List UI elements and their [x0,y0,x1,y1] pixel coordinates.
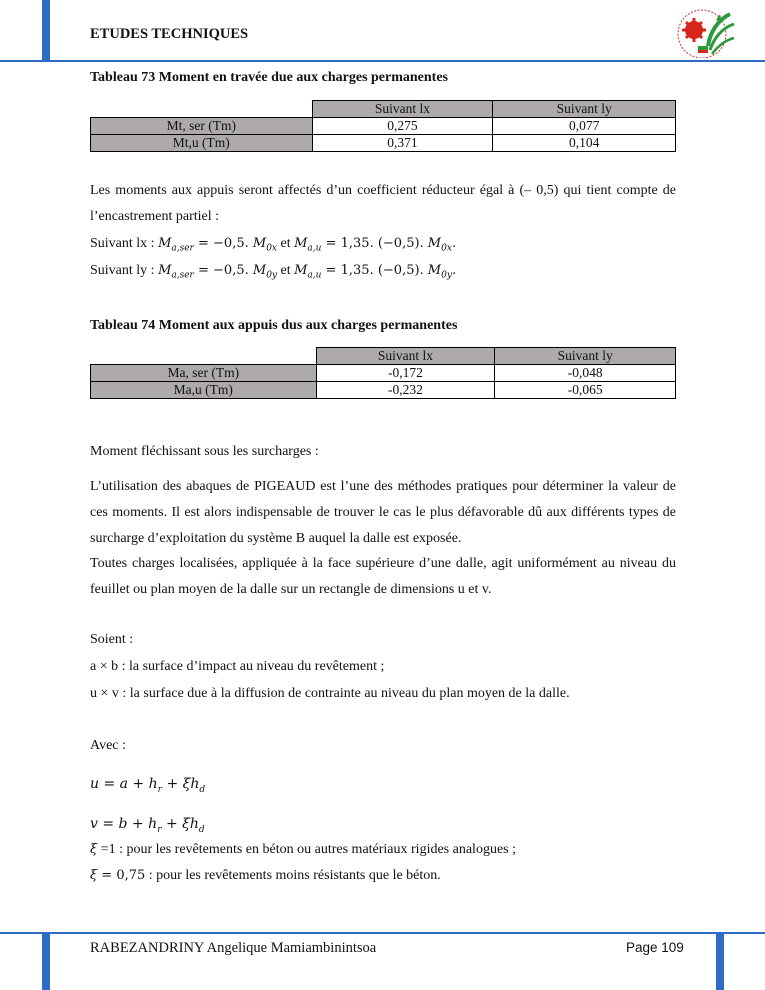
cell-value: 0,077 [493,118,676,135]
equation-u: $u = a + h_r + \xi h_d$ [90,776,206,795]
table73-col-lx: Suivant lx [312,101,493,118]
page-number: Page 109 [626,940,684,955]
xi-soft-text: : pour les revêtements moins résistants que le béton. [145,868,441,883]
row-label: Mt, ser (Tm) [91,118,313,135]
definition-ab: a × b : la surface d’impact au niveau du revêtement ; [90,659,385,674]
formula-ly-conj: et [277,263,295,278]
table-row [91,382,676,399]
row-label: Ma, ser (Tm) [91,365,317,382]
cell-value: -0,048 [495,365,676,382]
avec-label: Avec : [90,738,126,753]
table74-corner [91,348,317,365]
cell-value: 0,371 [312,135,493,152]
appuis-paragraph: Les moments aux appuis seront affectés d’un coefficient réducteur égal à (– 0,5) qui tient compte de l’encastrement partiel : [90,183,676,224]
table74-col-ly: Suivant ly [495,348,676,365]
cell-value: 0,104 [493,135,676,152]
xi-soft-line [90,868,441,884]
cell-value: 0,275 [312,118,493,135]
xi-symbol: ξ [90,842,98,857]
table-row [91,118,676,135]
formula-lx-u: $M_{a,u} = 1,35$. (−0,5). $M_{0x}$. [294,236,457,254]
table73-caption: Tableau 73 Moment en travée due aux charges permanentes [90,70,449,85]
cell-value: -0,172 [316,365,495,382]
formula-lx [90,236,456,254]
formula-ly-u: $M_{a,u} = 1,35$. (−0,5). $M_{0y}$. [294,263,457,281]
table-row [91,365,676,382]
table74-caption: Tableau 74 Moment aux appuis dus aux charges permanentes [90,318,458,333]
formula-lx-prefix: Suivant lx : [90,236,159,251]
cell-value: -0,065 [495,382,676,399]
footer-rule [0,932,765,934]
xi-rigid-text: =1 : pour les revêtements en béton ou autres matériaux rigides analogues ; [100,842,516,857]
footer-author: RABEZANDRINY Angelique Mamiambinintsoa [90,940,377,956]
institution-logo [672,6,738,58]
surcharges-title: Moment fléchissant sous les surcharges : [90,444,319,459]
xi-rigid-line [90,842,516,858]
table74 [90,347,676,399]
charges-paragraph: Toutes charges localisées, appliquée à la face supérieure d’une dalle, agit uniformément au niveau du feuillet ou plan moyen de la dalle sur un rectangle de dimensions u et v. [90,556,676,597]
table73 [90,100,676,152]
row-label: Mt,u (Tm) [91,135,313,152]
table-row [91,135,676,152]
footer-right-bar [716,932,724,990]
formula-lx-ser: $M_{a,ser} = -0,5$. $M_{0x}$ [158,236,277,254]
row-label: Ma,u (Tm) [91,382,317,399]
pigeaud-paragraph: L’utilisation des abaques de PIGEAUD est l’une des méthodes pratiques pour déterminer la valeur de ces moments. Il est alors indispensable de trouver le cas le plus défavorable dû aux différents types de surcharge d’exploitation du système B auquel la dalle est exposée. [90,479,676,546]
equation-v: $v = b + h_r + \xi h_d$ [90,816,205,835]
header-rule [0,60,765,62]
xi-soft-value: = 0,75 [97,868,146,883]
table73-col-ly: Suivant ly [493,101,676,118]
formula-ly [90,263,456,281]
xi-symbol: ξ [90,868,98,883]
formula-ly-ser: $M_{a,ser} = -0,5$. $M_{0y}$ [158,263,277,281]
table73-corner [91,101,313,118]
footer-left-bar [42,932,50,990]
header-title: ETUDES TECHNIQUES [90,26,249,42]
header-left-bar [42,0,50,62]
soient-label: Soient : [90,632,134,647]
formula-lx-conj: et [277,236,295,251]
definition-uv: u × v : la surface due à la diffusion de contrainte au niveau du plan moyen de la dalle. [90,686,570,701]
table74-col-lx: Suivant lx [316,348,495,365]
formula-ly-prefix: Suivant ly : [90,263,159,278]
cell-value: -0,232 [316,382,495,399]
